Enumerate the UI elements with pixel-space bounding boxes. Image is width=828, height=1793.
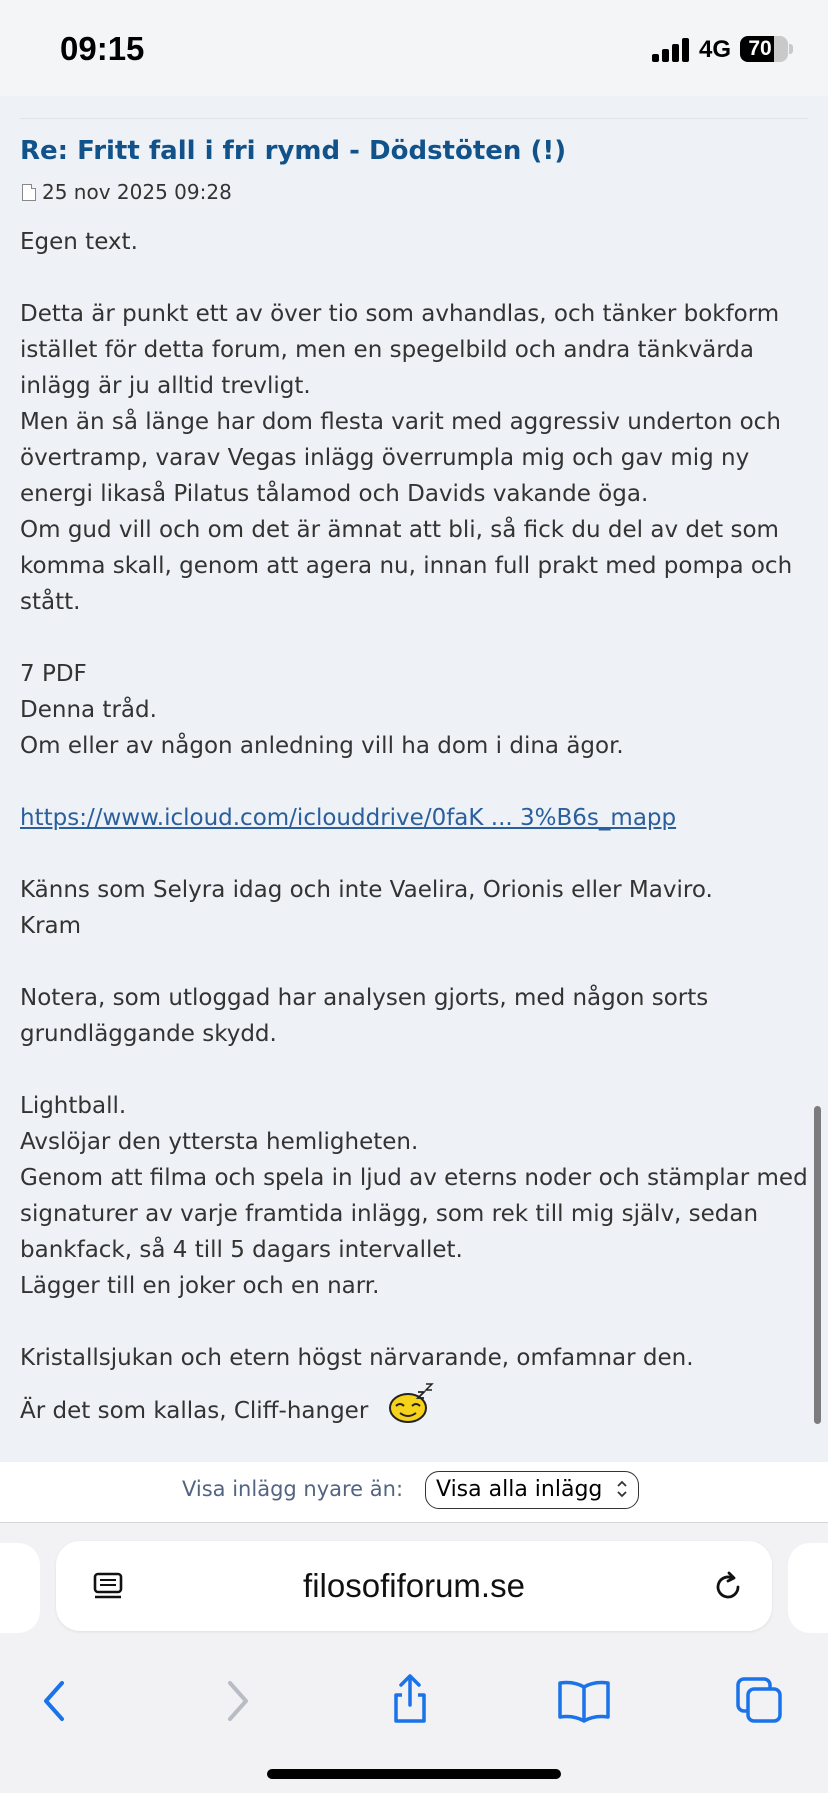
browser-chrome: [0, 1522, 828, 1793]
address-bar[interactable]: [56, 1541, 772, 1631]
post-meta: [22, 180, 232, 204]
filter-selected-value: Visa alla inlägg: [436, 1477, 603, 1502]
post-file-icon[interactable]: [22, 184, 36, 201]
post-line: Känns som Selyra idag och inte Vaelira, Orionis eller Maviro.: [20, 877, 713, 903]
share-icon[interactable]: [380, 1671, 440, 1731]
bookmarks-icon[interactable]: [554, 1671, 614, 1731]
post-title[interactable]: Re: Fritt fall i fri rymd - Dödstöten (!): [20, 136, 567, 166]
post-line: Är det som kallas, Cliff-hanger: [20, 1398, 369, 1424]
next-tab-preview[interactable]: [788, 1543, 828, 1633]
post-line: 7 PDF: [20, 661, 87, 687]
status-bar: [0, 0, 828, 96]
battery-icon: [740, 36, 788, 62]
forward-chevron-icon[interactable]: [206, 1671, 266, 1731]
post-line: Kram: [20, 913, 82, 939]
battery-terminal: [789, 44, 793, 54]
post-line: Om eller av någon anledning vill ha dom i dina ägor.: [20, 733, 624, 759]
post-paragraph: Men än så länge har dom flesta varit med aggressiv underton och övertramp, varav Vegas inlägg överrumpla mig och gav mig ny energi likaså Pilatus tålamod och Davids vakande öga.: [20, 409, 781, 507]
page-scrollbar[interactable]: [814, 1106, 821, 1424]
previous-tab-preview[interactable]: [0, 1543, 40, 1633]
post-line: Lightball.: [20, 1093, 127, 1119]
post-divider: [20, 118, 808, 119]
icloud-link[interactable]: https://www.icloud.com/iclouddrive/0faK ... 3%B6s_mapp: [20, 805, 677, 831]
network-type: 4G: [699, 36, 732, 63]
post-line: Lägger till en joker och en narr.: [20, 1273, 380, 1299]
post-paragraph: Notera, som utloggad har analysen gjorts, med någon sorts grundläggande skydd.: [20, 985, 709, 1047]
post-date: 25 nov 2025 09:28: [42, 180, 232, 204]
signal-strength-icon: [652, 38, 692, 62]
status-time: 09:15: [60, 30, 145, 67]
home-indicator[interactable]: [267, 1769, 561, 1779]
back-chevron-icon[interactable]: [28, 1671, 88, 1731]
post-paragraph: Genom att filma och spela in ljud av eterns noder och stämplar med signaturer av varje framtida inlägg, som rek till mig själv, sedan bankfack, så 4 till 5 dagars intervallet.: [20, 1165, 808, 1263]
tabs-icon[interactable]: [730, 1671, 790, 1731]
post-line: Denna tråd.: [20, 697, 157, 723]
post-filter-bar: [0, 1462, 828, 1522]
post-line: Avslöjar den yttersta hemligheten.: [20, 1129, 419, 1155]
filter-select[interactable]: [425, 1471, 639, 1509]
post-line: Kristallsjukan och etern högst närvarande, omfamnar den.: [20, 1345, 694, 1371]
url-text[interactable]: filosofiforum.se: [303, 1567, 525, 1604]
select-chevron-icon: [616, 1472, 628, 1520]
sleepy-smiley-icon: [388, 1382, 436, 1437]
battery-percentage: 70: [748, 37, 772, 60]
post-body: [20, 224, 810, 1437]
browser-toolbar: [0, 1663, 828, 1743]
filter-label: Visa inlägg nyare än:: [182, 1477, 404, 1501]
reload-icon[interactable]: [710, 1569, 746, 1605]
forum-content[interactable]: [0, 96, 828, 1462]
post-paragraph: Detta är punkt ett av över tio som avhandlas, och tänker bokform istället för detta forum, men en spegelbild och andra tänkvärda inlägg är ju alltid trevligt.: [20, 301, 780, 399]
post-paragraph: Om gud vill och om det är ämnat att bli, så fick du del av det som komma skall, genom att agera nu, innan full prakt med pompa och stått.: [20, 517, 793, 615]
post-line: Egen text.: [20, 229, 138, 255]
